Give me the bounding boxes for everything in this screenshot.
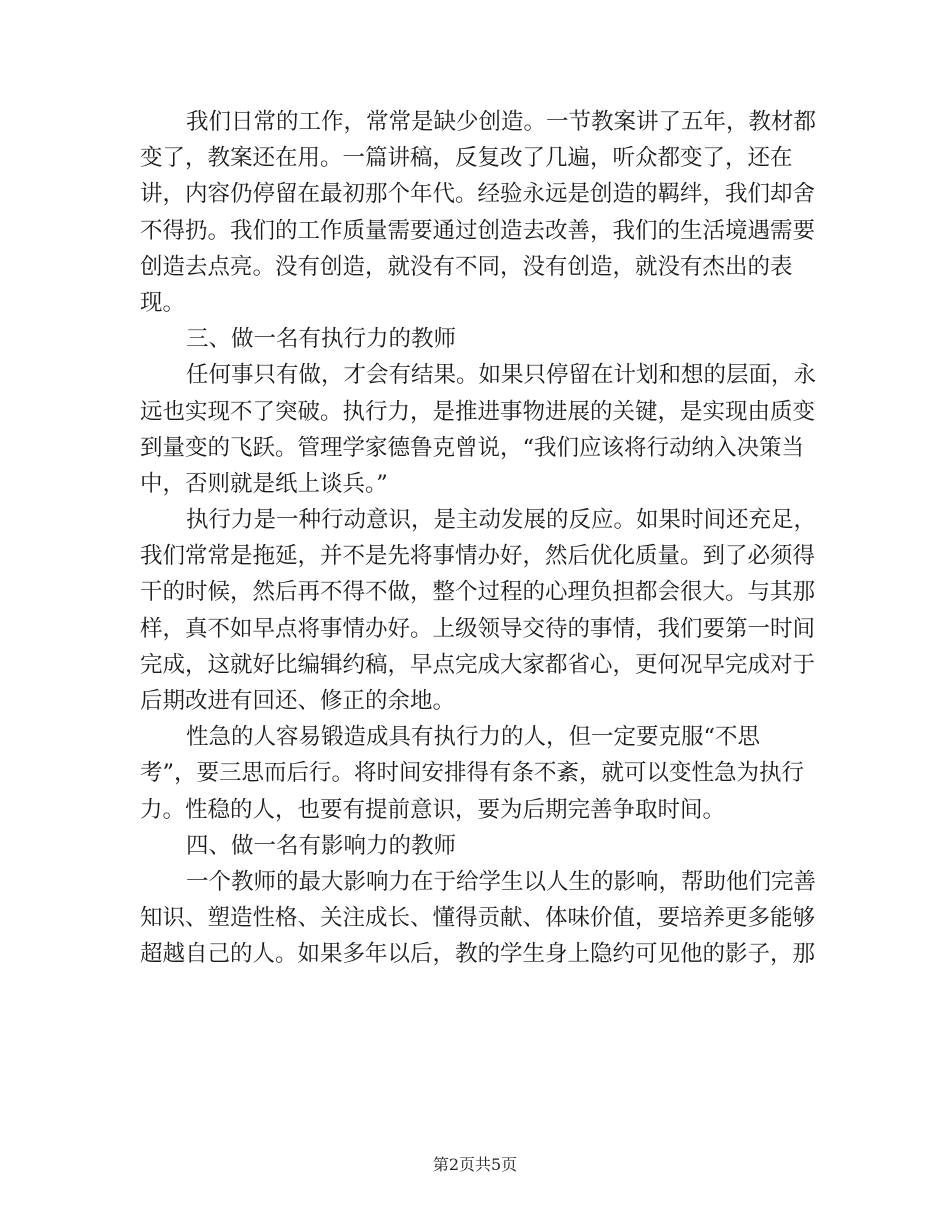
paragraph-execution-2 — [140, 502, 817, 719]
text-line: 任何事只有做，才会有结果。如果只停留在计划和想的层面，永 — [186, 362, 817, 389]
heading-execution — [140, 321, 810, 357]
text-line: 中，否则就是纸上谈兵。” — [140, 470, 388, 497]
text-line: 知识、塑造性格、关注成长、懂得贡献、体味价值，要培养更多能够 — [140, 905, 816, 932]
text-line: 我们常常是拖延，并不是先将事情办好，然后优化质量。到了必须得 — [140, 543, 816, 570]
paragraph-influence — [140, 864, 817, 973]
text-line: 执行力是一种行动意识，是主动发展的反应。如果时间还充足， — [186, 507, 817, 534]
page-number: 第2页共5页 — [432, 1155, 518, 1174]
text-line: 一个教师的最大影响力在于给学生以人生的影响，帮助他们完善 — [186, 868, 817, 895]
text-line: 力。性稳的人，也要有提前意识，要为后期完善争取时间。 — [140, 796, 726, 823]
text-line: 完成，这就好比编辑约稿，早点完成大家都省心，更何况早完成对于 — [140, 651, 816, 678]
text-line: 不得扔。我们的工作质量需要通过创造去改善，我们的生活境遇需要 — [140, 217, 816, 244]
text-line: 考”，要三思而后行。将时间安排得有条不紊，就可以变性急为执行 — [140, 760, 805, 787]
text-line: 创造去点亮。没有创造，就没有不同，没有创造，就没有杰出的表 — [140, 253, 793, 280]
text-line: 性急的人容易锻造成具有执行力的人，但一定要克服“不思 — [186, 724, 761, 751]
paragraph-execution-3 — [140, 719, 810, 828]
text-line: 到量变的飞跃。管理学家德鲁克曾说，“我们应该将行动纳入决策当 — [140, 434, 805, 461]
text-line: 变了，教案还在用。一篇讲稿，反复改了几遍，听众都变了，还在 — [140, 145, 793, 172]
heading-influence — [140, 828, 810, 864]
paragraph-execution-1 — [140, 357, 817, 502]
paragraph-creativity — [140, 104, 817, 321]
section-heading: 三、做一名有执行力的教师 — [186, 326, 457, 353]
text-line: 样，真不如早点将事情办好。上级领导交待的事情，我们要第一时间 — [140, 615, 816, 642]
document-body — [140, 104, 817, 973]
text-line: 现。 — [140, 289, 186, 316]
text-line: 我们日常的工作，常常是缺少创造。一节教案讲了五年，教材都 — [186, 109, 817, 135]
text-line: 干的时候，然后再不得不做，整个过程的心理负担都会很大。与其那 — [140, 579, 816, 606]
text-line: 后期改进有回还、修正的余地。 — [140, 688, 456, 714]
text-line: 讲，内容仍停留在最初那个年代。经验永远是创造的羁绊，我们却舍 — [140, 181, 816, 208]
text-line: 超越自己的人。如果多年以后，教的学生身上隐约可见他的影子，那 — [140, 941, 816, 968]
section-heading: 四、做一名有影响力的教师 — [186, 832, 457, 859]
text-line: 远也实现不了突破。执行力，是推进事物进展的关键，是实现由质变 — [140, 398, 816, 425]
